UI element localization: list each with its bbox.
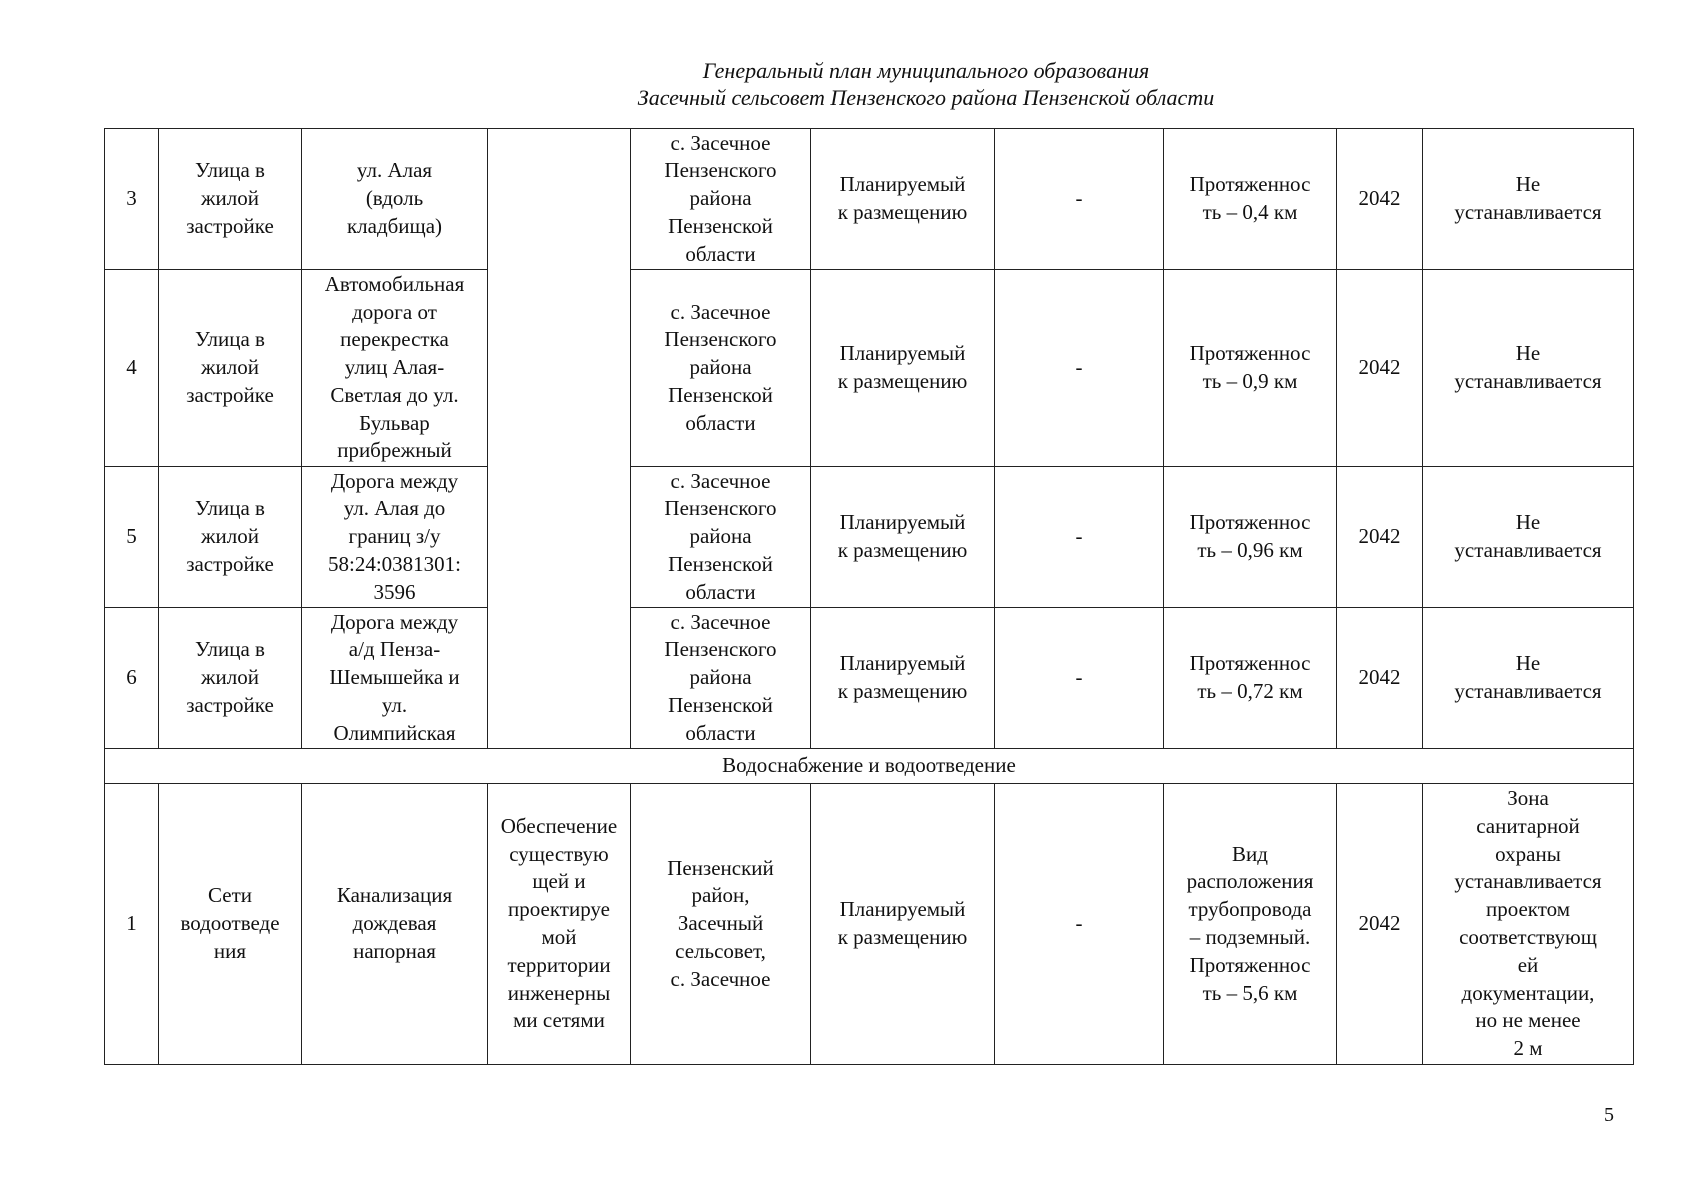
table-row [105,608,1634,749]
location: Пензенский район, Засечный сельсовет, с. Засечное [631,784,811,1065]
dash-cell: - [995,608,1164,749]
year: 2042 [1337,270,1423,467]
characteristics: Протяженнос ть – 0,72 км [1164,608,1337,749]
location: с. Засечное Пензенского района Пензенской области [631,270,811,467]
dash-cell: - [995,129,1164,270]
object-type: Улица в жилой застройке [159,129,302,270]
row-number: 4 [105,270,159,467]
purpose-cell-empty [488,129,631,749]
status: Планируемый к размещению [811,608,995,749]
object-type: Сети водоотведе ния [159,784,302,1065]
document-header [0,57,1697,111]
page-number: 5 [1604,1104,1614,1126]
section-title: Водоснабжение и водоотведение [105,749,1634,784]
row-number: 5 [105,467,159,608]
year: 2042 [1337,129,1423,270]
object-type: Улица в жилой застройке [159,608,302,749]
header-line-2: Засечный сельсовет Пензенского района Пензенской области [637,85,1215,110]
object-type: Улица в жилой застройке [159,467,302,608]
dash-cell: - [995,270,1164,467]
zone: Не устанавливается [1423,608,1634,749]
facilities-table [104,128,1634,1065]
table-row [105,784,1634,1065]
row-number: 3 [105,129,159,270]
characteristics: Протяженнос ть – 0,96 км [1164,467,1337,608]
year: 2042 [1337,467,1423,608]
status: Планируемый к размещению [811,467,995,608]
table-row [105,467,1634,608]
object-name: Дорога между а/д Пенза- Шемышейка и ул. Олимпийская [302,608,488,749]
object-name: Канализация дождевая напорная [302,784,488,1065]
dash-cell: - [995,467,1164,608]
location: с. Засечное Пензенского района Пензенской области [631,129,811,270]
object-name: ул. Алая (вдоль кладбища) [302,129,488,270]
dash-cell: - [995,784,1164,1065]
zone: Зона санитарной охраны устанавливается проектом соответствующ ей документации, но не менее 2 м [1423,784,1634,1065]
zone: Не устанавливается [1423,467,1634,608]
characteristics: Вид расположения трубопровода – подземный. Протяженнос ть – 5,6 км [1164,784,1337,1065]
status: Планируемый к размещению [811,784,995,1065]
zone: Не устанавливается [1423,129,1634,270]
object-name: Автомобильная дорога от перекрестка улиц Алая- Светлая до ул. Бульвар прибрежный [302,270,488,467]
year: 2042 [1337,608,1423,749]
section-row [105,749,1634,784]
row-number: 1 [105,784,159,1065]
status: Планируемый к размещению [811,270,995,467]
characteristics: Протяженнос ть – 0,9 км [1164,270,1337,467]
location: с. Засечное Пензенского района Пензенской области [631,467,811,608]
object-type: Улица в жилой застройке [159,270,302,467]
table-row [105,129,1634,270]
table-row [105,270,1634,467]
purpose: Обеспечение существую щей и проектируе мой территории инженерны ми сетями [488,784,631,1065]
status: Планируемый к размещению [811,129,995,270]
zone: Не устанавливается [1423,270,1634,467]
year: 2042 [1337,784,1423,1065]
object-name: Дорога между ул. Алая до границ з/у 58:24:0381301: 3596 [302,467,488,608]
location: с. Засечное Пензенского района Пензенской области [631,608,811,749]
row-number: 6 [105,608,159,749]
characteristics: Протяженнос ть – 0,4 км [1164,129,1337,270]
header-line-1: Генеральный план муниципального образования [702,58,1150,83]
